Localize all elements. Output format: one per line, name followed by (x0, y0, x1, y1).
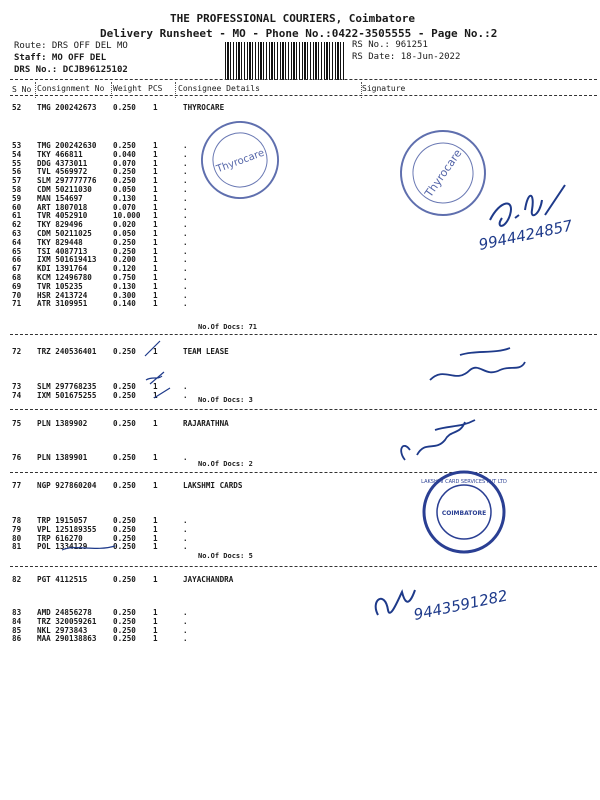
consignee-dot: . (183, 616, 188, 626)
consignment-number: AMD 24856278 (37, 608, 92, 617)
pcs-value: 1 (153, 481, 158, 490)
weight-value: 0.050 (113, 185, 136, 194)
serial-number: 55 (12, 158, 22, 168)
weight-value: 0.250 (113, 390, 136, 400)
consignment-number: KCM 12496780 (37, 273, 92, 282)
weight-value: 0.140 (113, 299, 136, 309)
table-row (0, 282, 600, 291)
weight-value: 0.020 (113, 220, 136, 230)
weight-value: 0.250 (113, 141, 136, 150)
rs-date: RS Date: 18-Jun-2022 (352, 52, 461, 62)
weight-value: 0.250 (113, 616, 136, 626)
weight-value: 0.250 (113, 533, 136, 543)
table-row (0, 634, 600, 643)
pcs-value: 1 (153, 419, 158, 428)
signature-team-lease (425, 340, 535, 390)
table-row (0, 150, 600, 159)
consignment-number: TKY 466811 (37, 149, 83, 159)
runsheet-subtitle: Delivery Runsheet - MO - Phone No.:0422-3505555 - Page No.:2 (100, 27, 498, 40)
weight-value: 0.250 (113, 481, 136, 490)
serial-number: 75 (12, 419, 22, 428)
route-label: Route: DRS OFF DEL MO (14, 41, 128, 51)
svg-text:COIMBATORE: COIMBATORE (441, 510, 487, 517)
weight-value: 0.130 (113, 193, 136, 203)
serial-number: 67 (12, 264, 22, 274)
weight-value: 0.250 (113, 516, 136, 525)
consignment-number: TVR 105235 (37, 281, 83, 291)
pcs-value: 1 (153, 193, 158, 203)
pcs-value: 1 (153, 390, 158, 400)
consignment-number: NGP 927860204 (37, 481, 97, 490)
no-of-docs: No.Of Docs: 71 (198, 323, 258, 331)
table-row (0, 453, 600, 462)
consignee-dot: . (183, 281, 188, 291)
consignment-number: MAN 154697 (37, 193, 83, 203)
consignee-name: THYROCARE (183, 103, 225, 112)
pcs-value: 1 (153, 453, 158, 462)
pcs-value: 1 (153, 625, 158, 635)
consignee-dot: . (183, 193, 188, 203)
serial-number: 79 (12, 524, 22, 534)
serial-number: 84 (12, 616, 22, 626)
pcs-value: 1 (153, 149, 158, 159)
consignment-number: TKY 829496 (37, 220, 83, 230)
serial-number: 72 (12, 347, 22, 356)
consignment-number: TMG 200242673 (37, 103, 97, 112)
table-row (0, 525, 600, 534)
weight-value: 0.250 (113, 382, 136, 391)
consignment-number: POL 1334129 (37, 542, 88, 552)
serial-number: 66 (12, 255, 22, 265)
table-row (0, 575, 600, 584)
pcs-value: 1 (153, 176, 158, 186)
pcs-value: 1 (153, 220, 158, 230)
consignee-dot: . (183, 524, 188, 534)
serial-number: 57 (12, 176, 22, 186)
col-header-pcs: PCS (148, 84, 163, 93)
svg-text:9443591282: 9443591282 (412, 586, 510, 624)
consignment-number: ATR 3109951 (37, 299, 88, 309)
svg-text:Thyrocare: Thyrocare (422, 147, 465, 200)
weight-value: 10.000 (113, 211, 141, 221)
weight-value: 0.250 (113, 524, 136, 534)
serial-number: 56 (12, 167, 22, 177)
group-divider (10, 409, 597, 410)
pcs-value: 1 (153, 158, 158, 168)
pcs-value: 1 (153, 290, 158, 300)
serial-number: 52 (12, 103, 22, 112)
thyrocare-stamp-1 (200, 120, 280, 200)
table-row (0, 264, 600, 273)
weight-value: 0.250 (113, 625, 136, 635)
serial-number: 82 (12, 575, 22, 584)
serial-number: 76 (12, 453, 22, 462)
pcs-value: 1 (153, 542, 158, 552)
pcs-value: 1 (153, 516, 158, 525)
consignment-number: PGT 4112515 (37, 575, 88, 584)
consignee-name: TEAM LEASE (183, 347, 229, 356)
thyrocare-stamp-2 (398, 128, 488, 218)
table-row (0, 299, 600, 308)
consignee-dot: . (183, 176, 188, 186)
consignment-number: VPL 125189355 (37, 524, 97, 534)
consignment-number: DDG 4373011 (37, 158, 88, 168)
consignee-dot: . (183, 299, 188, 309)
pcs-value: 1 (153, 185, 158, 194)
serial-number: 54 (12, 149, 22, 159)
barcode-image (225, 42, 345, 80)
pcs-value: 1 (153, 634, 158, 644)
consignment-number: CDM 50211025 (37, 229, 92, 238)
consignee-dot: . (183, 625, 188, 635)
svg-text:LAKSHMI CARD SERVICES PVT LTD: LAKSHMI CARD SERVICES PVT LTD (421, 479, 507, 485)
pcs-value: 1 (153, 299, 158, 309)
consignee-dot: . (183, 185, 188, 194)
strike-mark (60, 542, 120, 554)
weight-value: 0.050 (113, 229, 136, 238)
weight-value: 0.070 (113, 158, 136, 168)
consignee-name: RAJARATHNA (183, 419, 229, 428)
serial-number: 73 (12, 382, 22, 391)
consignment-number: CDM 50211030 (37, 185, 92, 194)
consignee-dot: . (183, 237, 188, 247)
weight-value: 0.250 (113, 167, 136, 177)
company-title: THE PROFESSIONAL COURIERS, Coimbatore (170, 12, 416, 25)
consignment-number: TRP 616270 (37, 533, 83, 543)
serial-number: 74 (12, 390, 22, 400)
table-row (0, 608, 600, 617)
weight-value: 0.250 (113, 575, 136, 584)
consignee-dot: . (183, 453, 188, 462)
pcs-value: 1 (153, 347, 158, 356)
lakshmi-cards-stamp (422, 470, 506, 554)
consignment-number: HSR 2413724 (37, 290, 88, 300)
table-row (0, 103, 600, 112)
consignee-dot: . (183, 533, 188, 543)
pcs-value: 1 (153, 246, 158, 256)
consignment-number: TRZ 320059261 (37, 616, 97, 626)
table-row (0, 167, 600, 176)
consignee-dot: . (183, 290, 188, 300)
weight-value: 0.250 (113, 453, 136, 462)
consignee-dot: . (183, 516, 188, 525)
consignment-number: IXM 501675255 (37, 390, 97, 400)
serial-number: 68 (12, 273, 22, 282)
table-row (0, 273, 600, 282)
weight-value: 0.250 (113, 237, 136, 247)
weight-value: 0.070 (113, 202, 136, 212)
consignment-number: PLN 1389902 (37, 419, 88, 428)
consignee-dot: . (183, 202, 188, 212)
serial-number: 65 (12, 246, 22, 256)
serial-number: 63 (12, 229, 22, 238)
consignee-dot: . (183, 149, 188, 159)
serial-number: 77 (12, 481, 22, 490)
consignee-dot: . (183, 229, 188, 238)
rs-number: RS No.: 961251 (352, 40, 428, 50)
group-divider (10, 334, 597, 335)
weight-value: 0.250 (113, 419, 136, 428)
consignment-number: IXM 501619413 (37, 255, 97, 265)
serial-number: 53 (12, 141, 22, 150)
pcs-value: 1 (153, 103, 158, 112)
pcs-value: 1 (153, 273, 158, 282)
consignment-number: TSI 4087713 (37, 246, 88, 256)
pcs-value: 1 (153, 255, 158, 265)
weight-value: 0.250 (113, 347, 136, 356)
table-row (0, 516, 600, 525)
col-header-signature: Signature (362, 84, 406, 93)
consignment-number: TVL 4569972 (37, 167, 88, 177)
pcs-value: 1 (153, 524, 158, 534)
no-of-docs: No.Of Docs: 3 (198, 396, 253, 404)
pcs-value: 1 (153, 229, 158, 238)
serial-number: 86 (12, 634, 22, 644)
serial-number: 60 (12, 202, 22, 212)
col-header-sno: S No (12, 85, 32, 94)
serial-number: 80 (12, 533, 22, 543)
signature-rajarathna (395, 410, 485, 470)
consignee-dot: . (183, 608, 188, 617)
serial-number: 85 (12, 625, 22, 635)
weight-value: 0.120 (113, 264, 136, 274)
consignment-number: TRP 1915057 (37, 516, 88, 525)
weight-value: 0.250 (113, 634, 136, 644)
consignee-dot: . (183, 255, 188, 265)
group-divider (10, 566, 597, 567)
pcs-value: 1 (153, 281, 158, 291)
consignee-dot: . (183, 211, 188, 221)
weight-value: 0.250 (113, 608, 136, 617)
serial-number: 69 (12, 281, 22, 291)
serial-number: 58 (12, 185, 22, 194)
serial-number: 71 (12, 299, 22, 309)
header-bottom-rule (10, 95, 597, 96)
table-row (0, 159, 600, 168)
pcs-value: 1 (153, 608, 158, 617)
pcs-value: 1 (153, 237, 158, 247)
pcs-value: 1 (153, 382, 158, 391)
table-row (0, 291, 600, 300)
consignee-dot: . (183, 158, 188, 168)
consignment-number: TRZ 240536401 (37, 347, 97, 356)
col-header-consignment: Consignment No (37, 84, 105, 93)
header-top-rule (10, 79, 597, 80)
col-header-consignee: Consignee Details (178, 84, 260, 93)
consignee-dot: . (183, 382, 188, 391)
pcs-value: 1 (153, 211, 158, 221)
table-row (0, 481, 600, 490)
consignment-number: TKY 829448 (37, 237, 83, 247)
consignment-number: ART 1807018 (37, 202, 88, 212)
weight-value: 0.200 (113, 255, 136, 265)
serial-number: 78 (12, 516, 22, 525)
serial-number: 62 (12, 220, 22, 230)
serial-number: 81 (12, 542, 22, 552)
weight-value: 0.250 (113, 542, 136, 552)
consignment-number: KDI 1391764 (37, 264, 88, 274)
consignee-dot: . (183, 390, 188, 400)
serial-number: 83 (12, 608, 22, 617)
table-row (0, 391, 600, 400)
pcs-value: 1 (153, 616, 158, 626)
serial-number: 61 (12, 211, 22, 221)
no-of-docs: No.Of Docs: 5 (198, 552, 253, 560)
pcs-value: 1 (153, 167, 158, 177)
consignee-dot: . (183, 634, 188, 644)
consignee-name: LAKSHMI CARDS (183, 481, 243, 490)
staff-label: Staff: MO OFF DEL (14, 53, 107, 63)
table-row (0, 419, 600, 428)
weight-value: 0.250 (113, 176, 136, 186)
weight-value: 0.130 (113, 281, 136, 291)
col-header-weight: Weight (113, 84, 142, 93)
serial-number: 64 (12, 237, 22, 247)
pcs-value: 1 (153, 141, 158, 150)
consignee-dot: . (183, 141, 188, 150)
svg-text:Thyrocare: Thyrocare (215, 147, 266, 176)
consignment-number: PLN 1389901 (37, 453, 88, 462)
consignee-dot: . (183, 273, 188, 282)
group-divider (10, 472, 597, 473)
table-row (0, 626, 600, 635)
consignment-number: TVR 4052910 (37, 211, 88, 221)
signature-thyrocare (477, 180, 590, 260)
consignment-number: NKL 2973843 (37, 625, 88, 635)
consignee-dot: . (183, 167, 188, 177)
svg-text:9944424857: 9944424857 (477, 216, 575, 254)
pcs-value: 1 (153, 264, 158, 274)
weight-value: 0.250 (113, 246, 136, 256)
consignee-name: JAYACHANDRA (183, 575, 234, 584)
weight-value: 0.300 (113, 290, 136, 300)
weight-value: 0.040 (113, 149, 136, 159)
consignment-number: TMG 200242630 (37, 141, 97, 150)
pcs-value: 1 (153, 533, 158, 543)
pcs-value: 1 (153, 575, 158, 584)
pcs-value: 1 (153, 202, 158, 212)
table-row (0, 617, 600, 626)
serial-number: 70 (12, 290, 22, 300)
consignee-dot: . (183, 542, 188, 552)
consignment-number: SLM 297768235 (37, 382, 97, 391)
consignee-dot: . (183, 246, 188, 256)
tick-marks (140, 336, 180, 406)
consignee-dot: . (183, 264, 188, 274)
consignment-number: SLM 297777776 (37, 176, 97, 186)
consignment-number: MAA 290138863 (37, 634, 97, 644)
table-row (0, 141, 600, 150)
signature-jayachandra (370, 570, 510, 630)
weight-value: 0.750 (113, 273, 136, 282)
no-of-docs: No.Of Docs: 2 (198, 460, 253, 468)
consignee-dot: . (183, 220, 188, 230)
drs-number: DRS No.: DCJB96125102 (14, 65, 128, 75)
serial-number: 59 (12, 193, 22, 203)
weight-value: 0.250 (113, 103, 136, 112)
